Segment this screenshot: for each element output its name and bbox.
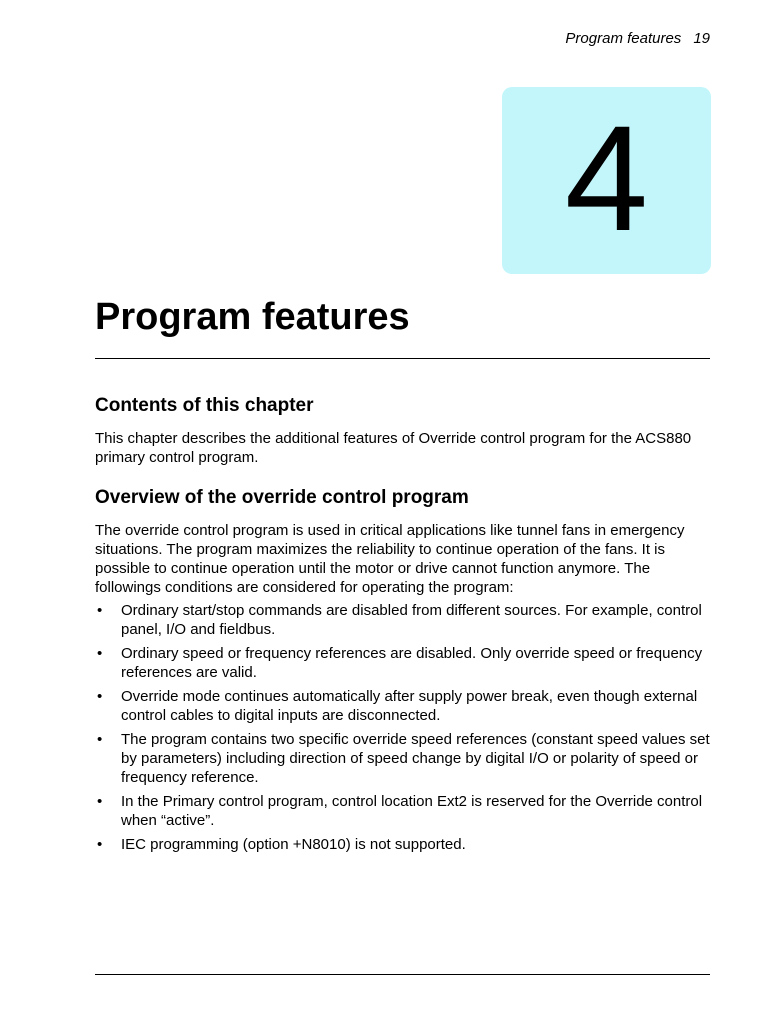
page-number: 19	[693, 30, 710, 47]
chapter-number-box	[502, 87, 711, 274]
title-divider	[95, 358, 710, 359]
bullet-mark: •	[97, 688, 103, 705]
running-header	[565, 30, 710, 47]
contents-paragraph: This chapter describes the additional features of Override control program for the ACS880 primary control program.	[95, 430, 692, 466]
list-item-text: In the Primary control program, control location Ext2 is reserved for the Override control when “active”.	[121, 793, 703, 829]
list-item	[95, 835, 715, 854]
bullet-mark: •	[97, 602, 103, 619]
chapter-title: Program features	[95, 296, 410, 338]
conditions-list	[95, 601, 715, 859]
overview-paragraph: The override control program is used in critical applications like tunnel fans in emergency situations. The program maximizes the reliability to continue operation of the fans. It is possible to continue operation until the motor or drive cannot function anymore. The followings conditions are considered for operating the program:	[95, 522, 685, 596]
chapter-number: 4	[564, 93, 649, 262]
list-item	[95, 730, 715, 787]
list-item	[95, 644, 715, 682]
bullet-mark: •	[97, 836, 103, 853]
list-item-text: Ordinary start/stop commands are disabled from different sources. For example, control panel, I/O and fieldbus.	[121, 602, 702, 638]
running-header-title: Program features	[565, 30, 682, 47]
list-item-text: The program contains two specific override speed references (constant speed values set by parameters) including direction of speed change by digital I/O or polarity of speed or frequency reference.	[121, 731, 710, 786]
bullet-mark: •	[97, 793, 103, 810]
list-item-text: Override mode continues automatically after supply power break, even though external control cables to digital inputs are disconnected.	[121, 688, 698, 724]
list-item-text: IEC programming (option +N8010) is not supported.	[121, 836, 466, 853]
list-item-text: Ordinary speed or frequency references are disabled. Only override speed or frequency references are valid.	[121, 645, 703, 681]
overview-heading: Overview of the override control program	[95, 487, 469, 508]
list-item	[95, 601, 715, 639]
list-item	[95, 687, 715, 725]
bullet-mark: •	[97, 645, 103, 662]
list-item	[95, 792, 715, 830]
bullet-mark: •	[97, 731, 103, 748]
footer-divider	[95, 974, 710, 975]
contents-heading: Contents of this chapter	[95, 395, 314, 416]
